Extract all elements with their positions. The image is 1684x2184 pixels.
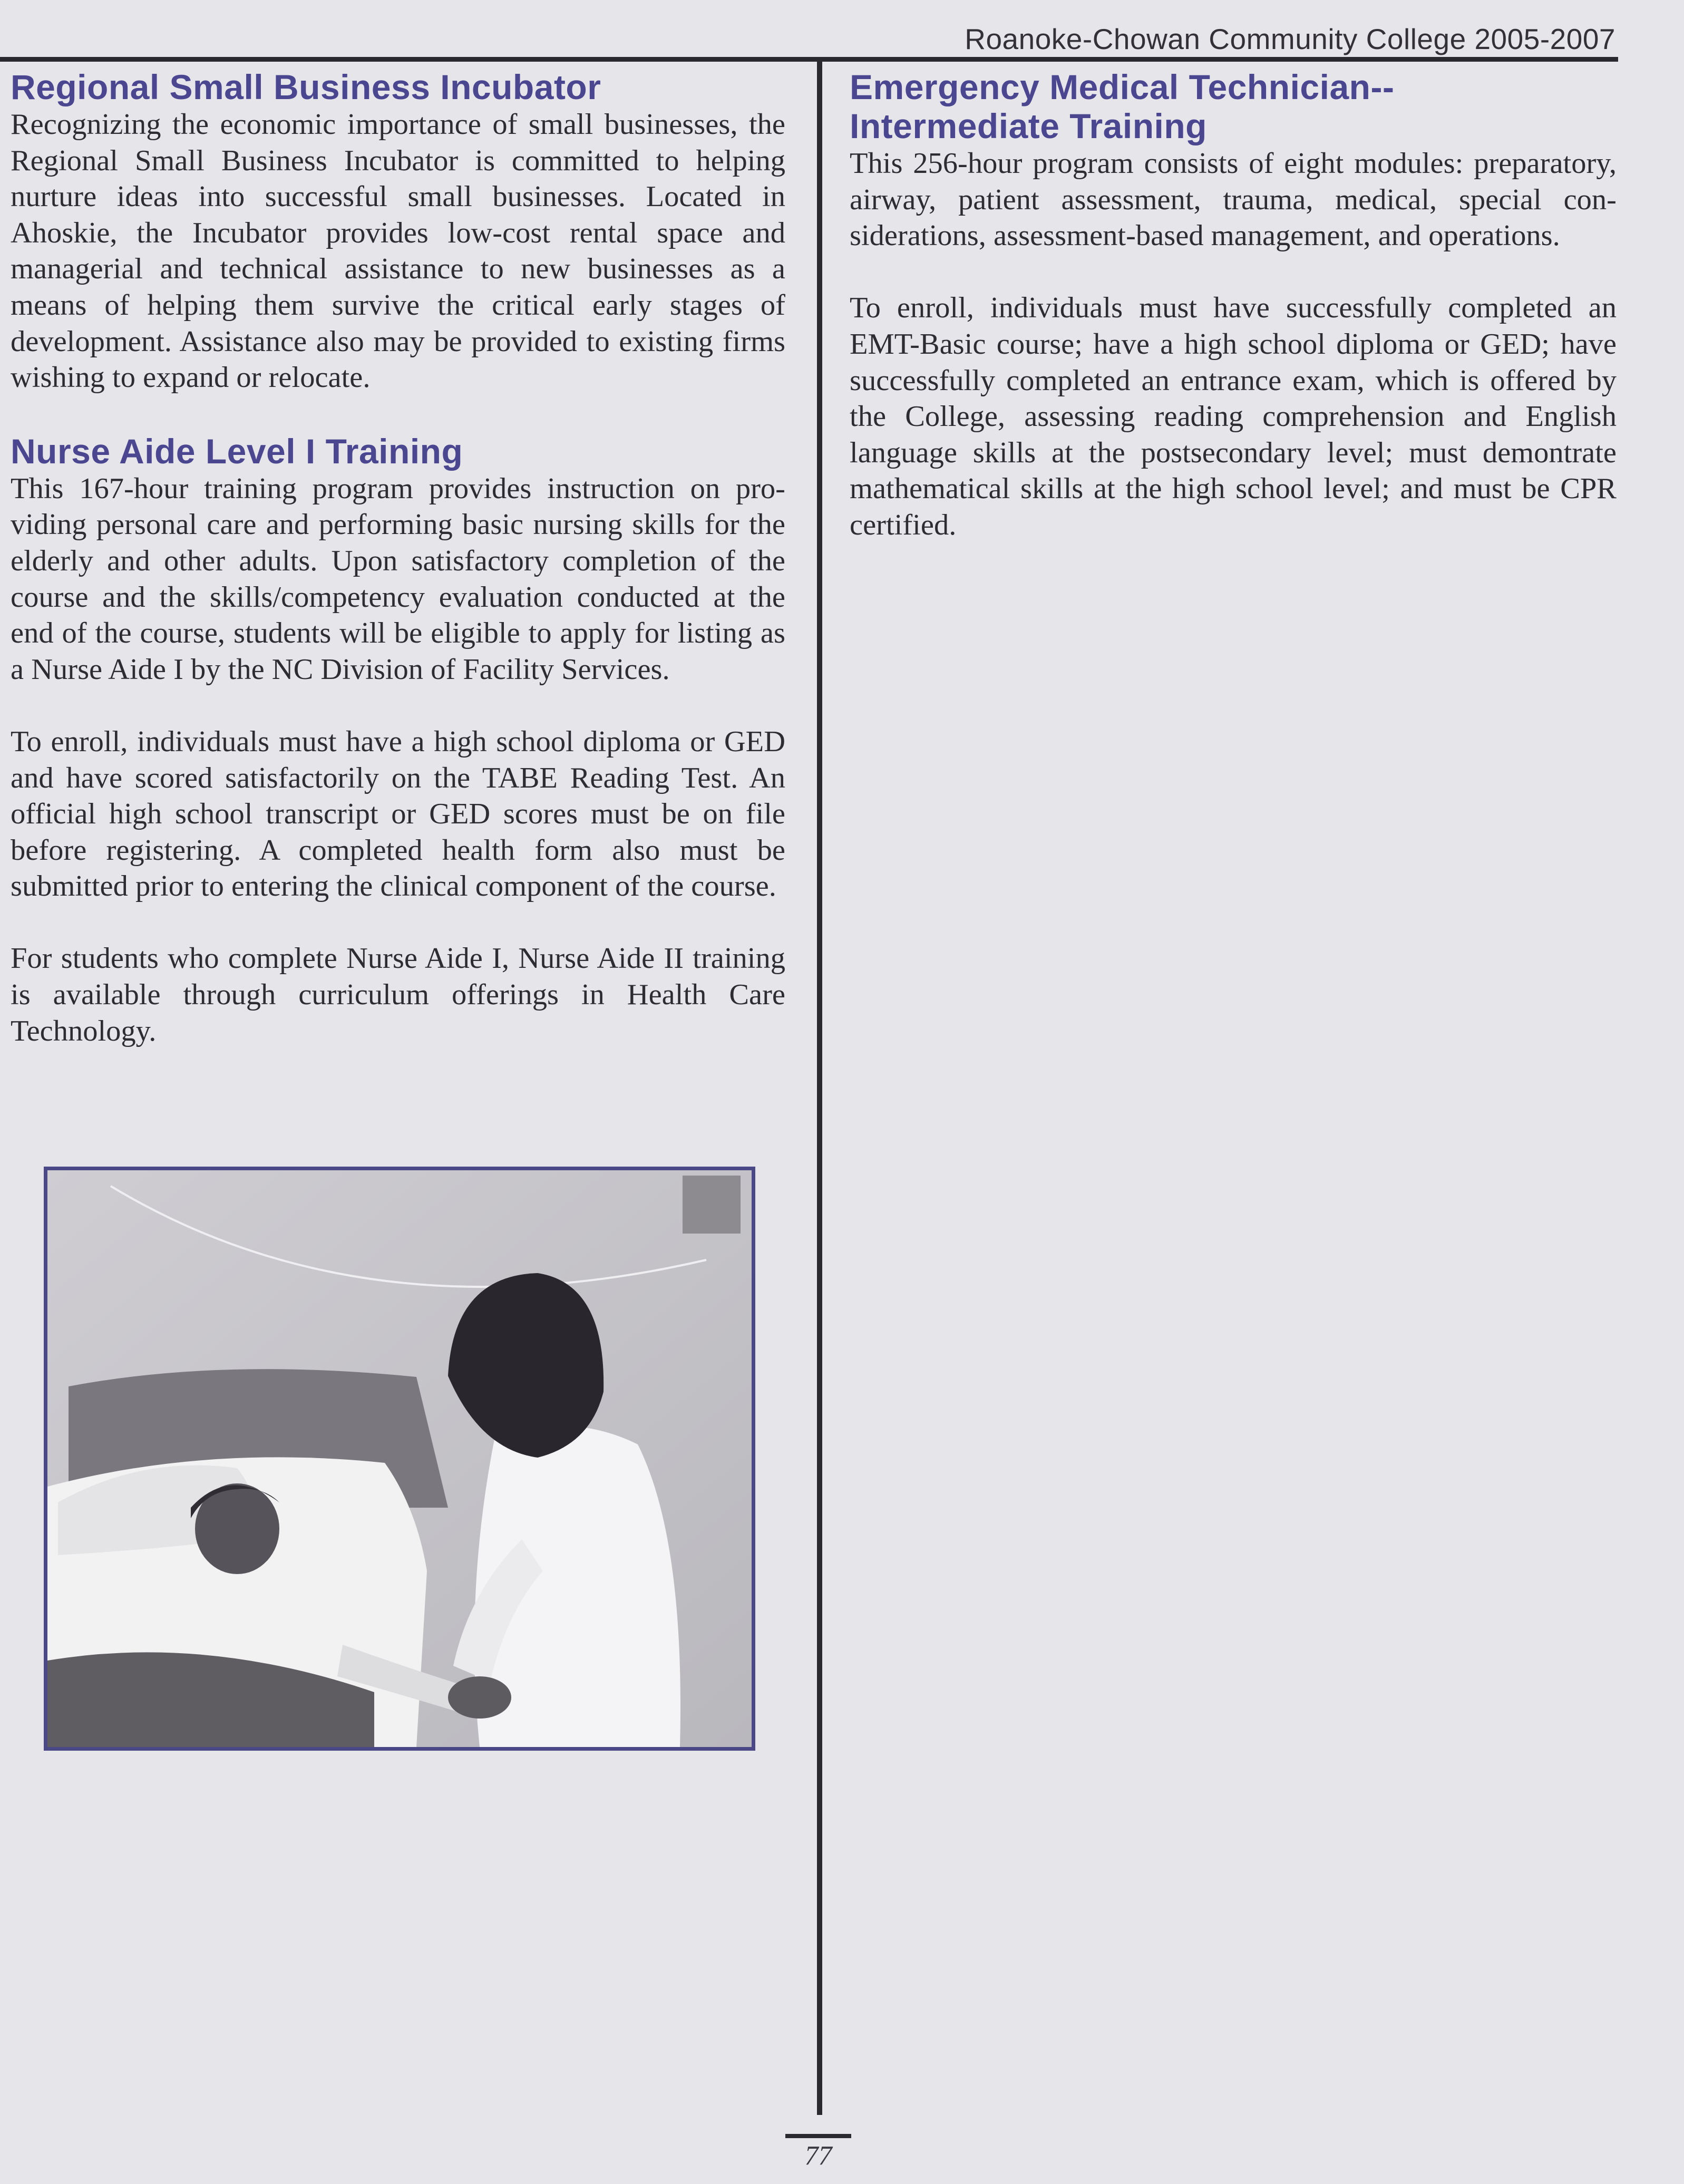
nurse-aide-paragraph-3: For students who complete Nurse Aide I, Nurse Aide II training is available through curriculum offerings in Health Care Technology. <box>11 942 785 1047</box>
photo-illustration <box>47 1170 752 1747</box>
nurse-aide-heading: Nurse Aide Level I Training <box>11 431 463 471</box>
column-divider <box>817 59 822 2115</box>
emt-heading <box>850 67 1617 145</box>
header-rule <box>0 57 1618 62</box>
clasped-hands <box>448 1676 511 1719</box>
emt-heading-line-2: Intermediate Training <box>850 106 1207 145</box>
wall-outlet-panel <box>683 1176 741 1234</box>
left-column <box>11 67 785 1049</box>
nurse-aide-paragraph-2: To enroll, individuals must have a high school diploma or GED and have scored satisfactorily on the TABE Reading Test. An official high school transcript or GED scores must be on file before registering. A completed health form also must be submitted prior to entering the clinical component of the course. <box>11 725 785 903</box>
emt-paragraph-2: To enroll, individuals must have successfully completed an EMT-Basic course; have a high school diploma or GED; have successfully completed an entrance exam, which is offered by the College, assessing reading comprehension and English language skills at the postsecondary level; must demontrate mathematical skills at the high school level; and must be CPR certified. <box>850 292 1617 541</box>
running-head: Roanoke-Chowan Community College 2005-2007 <box>965 23 1615 55</box>
nurse-aide-paragraph-1: This 167-hour training program provides instruction on providing personal care and performing basic nursing skills for the elderly and other adults. Upon satisfactory completion of the course and the skills/competency evaluation conducted at the end of the course, students will be eligible to apply for listing as a Nurse Aide I by the NC Division of Facility Services. <box>11 472 785 686</box>
page-number: 77 <box>804 2141 832 2171</box>
incubator-body: Recognizing the economic importance of small businesses, the Regional Small Business Incubator is committed to helping nurture ideas into successful small businesses. Located in Ahoskie, the Incubator provides low-cost rental space and managerial and technical assistance to new businesses as a means of helping them survive the critical early stages of development. Assistance also may be provided to existing firms wishing to expand or relocate. <box>11 108 785 394</box>
emt-heading-line-1: Emergency Medical Technician-- <box>850 67 1395 106</box>
folio-rule <box>785 2134 851 2138</box>
nurse-aide-photo <box>44 1167 755 1751</box>
emt-paragraph-1: This 256-hour program consists of eight modules: preparatory, airway, patient assessment, trauma, medical, special considerations, assessment-based management, and operations. <box>850 147 1617 253</box>
right-column <box>850 67 1617 543</box>
incubator-heading: Regional Small Business Incubator <box>11 67 601 106</box>
